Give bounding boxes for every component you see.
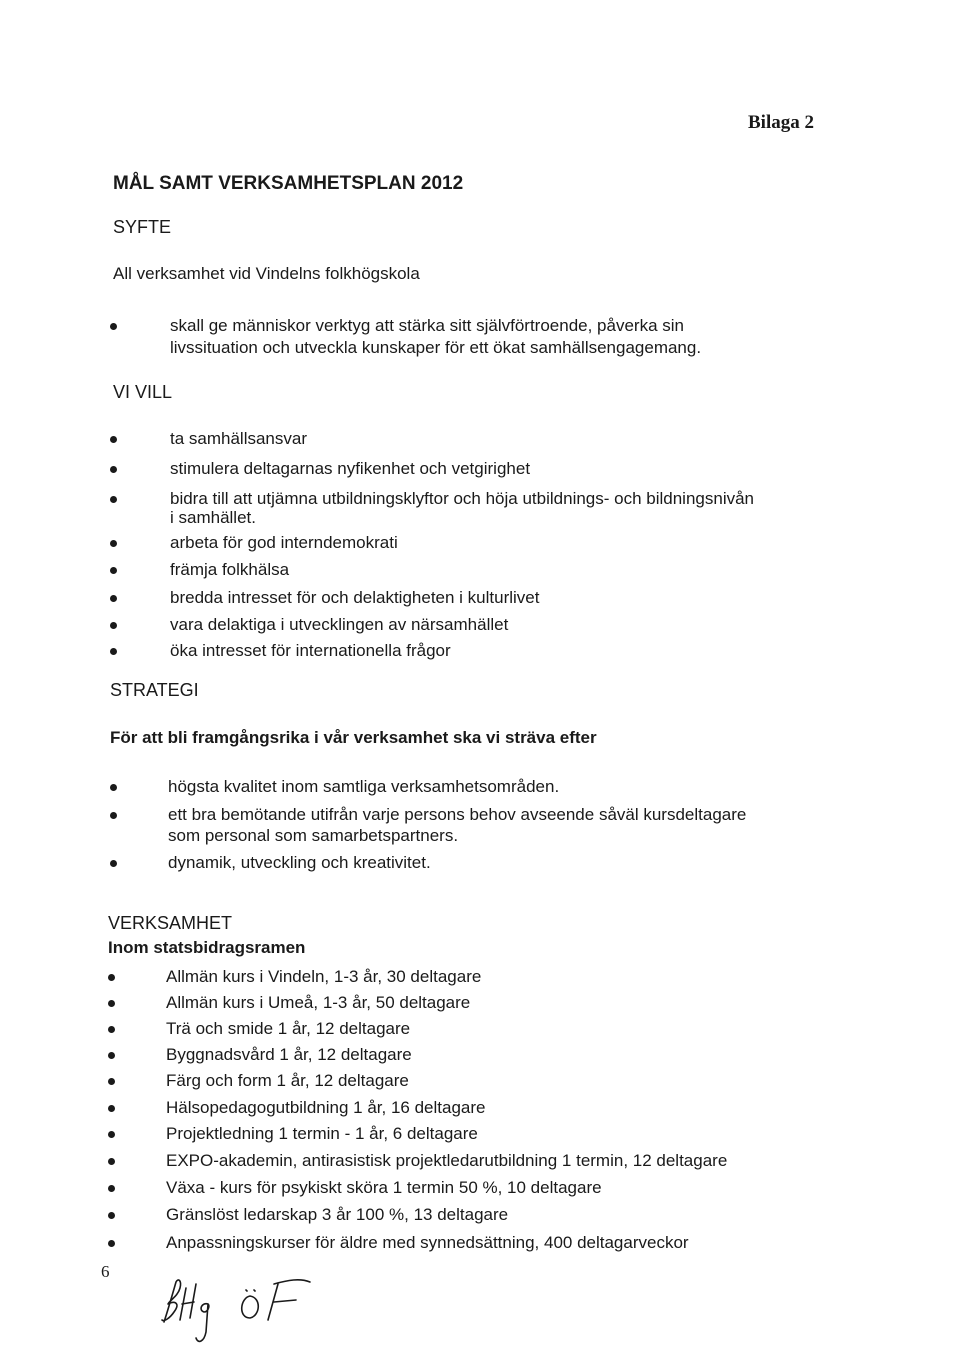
bullet-icon: [108, 1026, 115, 1033]
list-item-text: Byggnadsvård 1 år, 12 deltagare: [166, 1045, 412, 1064]
list-item-text: Anpassningskurser för äldre med synnedsättning, 400 deltagarveckor: [166, 1233, 689, 1252]
signature-initials: [150, 1270, 330, 1355]
bullet-icon: [108, 1240, 115, 1247]
bullet-icon: [110, 784, 117, 791]
section-heading-strategi: STRATEGI: [110, 680, 199, 700]
bullet-icon: [110, 436, 117, 443]
list-item-text: Trä och smide 1 år, 12 deltagare: [166, 1019, 411, 1038]
bullet-icon: [108, 1131, 115, 1138]
document-title: MÅL SAMT VERKSAMHETSPLAN 2012: [113, 173, 464, 194]
list-item-text: i samhället.: [170, 508, 256, 527]
bullet-icon: [108, 974, 115, 981]
bullet-icon: [108, 1052, 115, 1059]
section-heading-verksamhet: VERKSAMHET: [108, 913, 233, 933]
bullet-icon: [110, 496, 117, 503]
bullet-icon: [108, 1185, 115, 1192]
list-item-text: skall ge människor verktyg att stärka sitt självförtroende, påverka sin: [170, 316, 684, 335]
list-item-text: Hälsopedagogutbildning 1 år, 16 deltagare: [166, 1098, 486, 1117]
bullet-icon: [108, 1212, 115, 1219]
verksamhet-subheading: Inom statsbidragsramen: [108, 938, 306, 957]
bullet-icon: [108, 1105, 115, 1112]
list-item-text: Projektledning 1 termin - 1 år, 6 deltagare: [166, 1124, 478, 1143]
syfte-intro: All verksamhet vid Vindelns folkhögskola: [113, 264, 420, 283]
list-item-text: vara delaktiga i utvecklingen av närsamhället: [170, 615, 509, 634]
bullet-icon: [110, 622, 117, 629]
section-heading-syfte: SYFTE: [113, 217, 172, 237]
bullet-icon: [110, 540, 117, 547]
list-item-text: som personal som samarbetspartners.: [168, 826, 459, 845]
list-item-text: dynamik, utveckling och kreativitet.: [168, 853, 431, 872]
list-item-text: livssituation och utveckla kunskaper för ett ökat samhällsengagemang.: [170, 338, 702, 357]
bullet-icon: [110, 860, 117, 867]
list-item-text: Allmän kurs i Vindeln, 1-3 år, 30 deltagare: [166, 967, 482, 986]
list-item-text: bredda intresset för och delaktigheten i kulturlivet: [170, 588, 540, 607]
bullet-icon: [110, 648, 117, 655]
bullet-icon: [110, 812, 117, 819]
list-item-text: ta samhällsansvar: [170, 429, 308, 448]
bullet-icon: [110, 466, 117, 473]
list-item-text: Färg och form 1 år, 12 deltagare: [166, 1071, 409, 1090]
list-item-text: högsta kvalitet inom samtliga verksamhetsområden.: [168, 777, 560, 796]
list-item-text: Gränslöst ledarskap 3 år 100 %, 13 deltagare: [166, 1205, 509, 1224]
strategi-subheading: För att bli framgångsrika i vår verksamhet ska vi sträva efter: [110, 728, 597, 747]
list-item-text: stimulera deltagarnas nyfikenhet och vetgirighet: [170, 459, 531, 478]
page-number: 6: [101, 1262, 110, 1281]
list-item-text: öka intresset för internationella frågor: [170, 641, 451, 660]
handwritten-initials-icon: [150, 1270, 330, 1350]
list-item-text: Allmän kurs i Umeå, 1-3 år, 50 deltagare: [166, 993, 471, 1012]
list-item-text: Växa - kurs för psykiskt sköra 1 termin 50 %, 10 deltagare: [166, 1178, 602, 1197]
list-item-text: ett bra bemötande utifrån varje persons behov avseende såväl kursdeltagare: [168, 805, 747, 824]
list-item-text: arbeta för god interndemokrati: [170, 533, 398, 552]
bullet-icon: [110, 567, 117, 574]
bullet-icon: [108, 1078, 115, 1085]
appendix-label: Bilaga 2: [748, 112, 814, 133]
bullet-icon: [110, 323, 117, 330]
bullet-icon: [108, 1000, 115, 1007]
list-item-text: bidra till att utjämna utbildningsklyftor och höja utbildnings- och bildningsnivån: [170, 489, 755, 508]
list-item-text: EXPO-akademin, antirasistisk projektledarutbildning 1 termin, 12 deltagare: [166, 1151, 728, 1170]
bullet-icon: [108, 1158, 115, 1165]
bullet-icon: [110, 595, 117, 602]
section-heading-vi-vill: VI VILL: [113, 382, 173, 402]
list-item-text: främja folkhälsa: [170, 560, 290, 579]
